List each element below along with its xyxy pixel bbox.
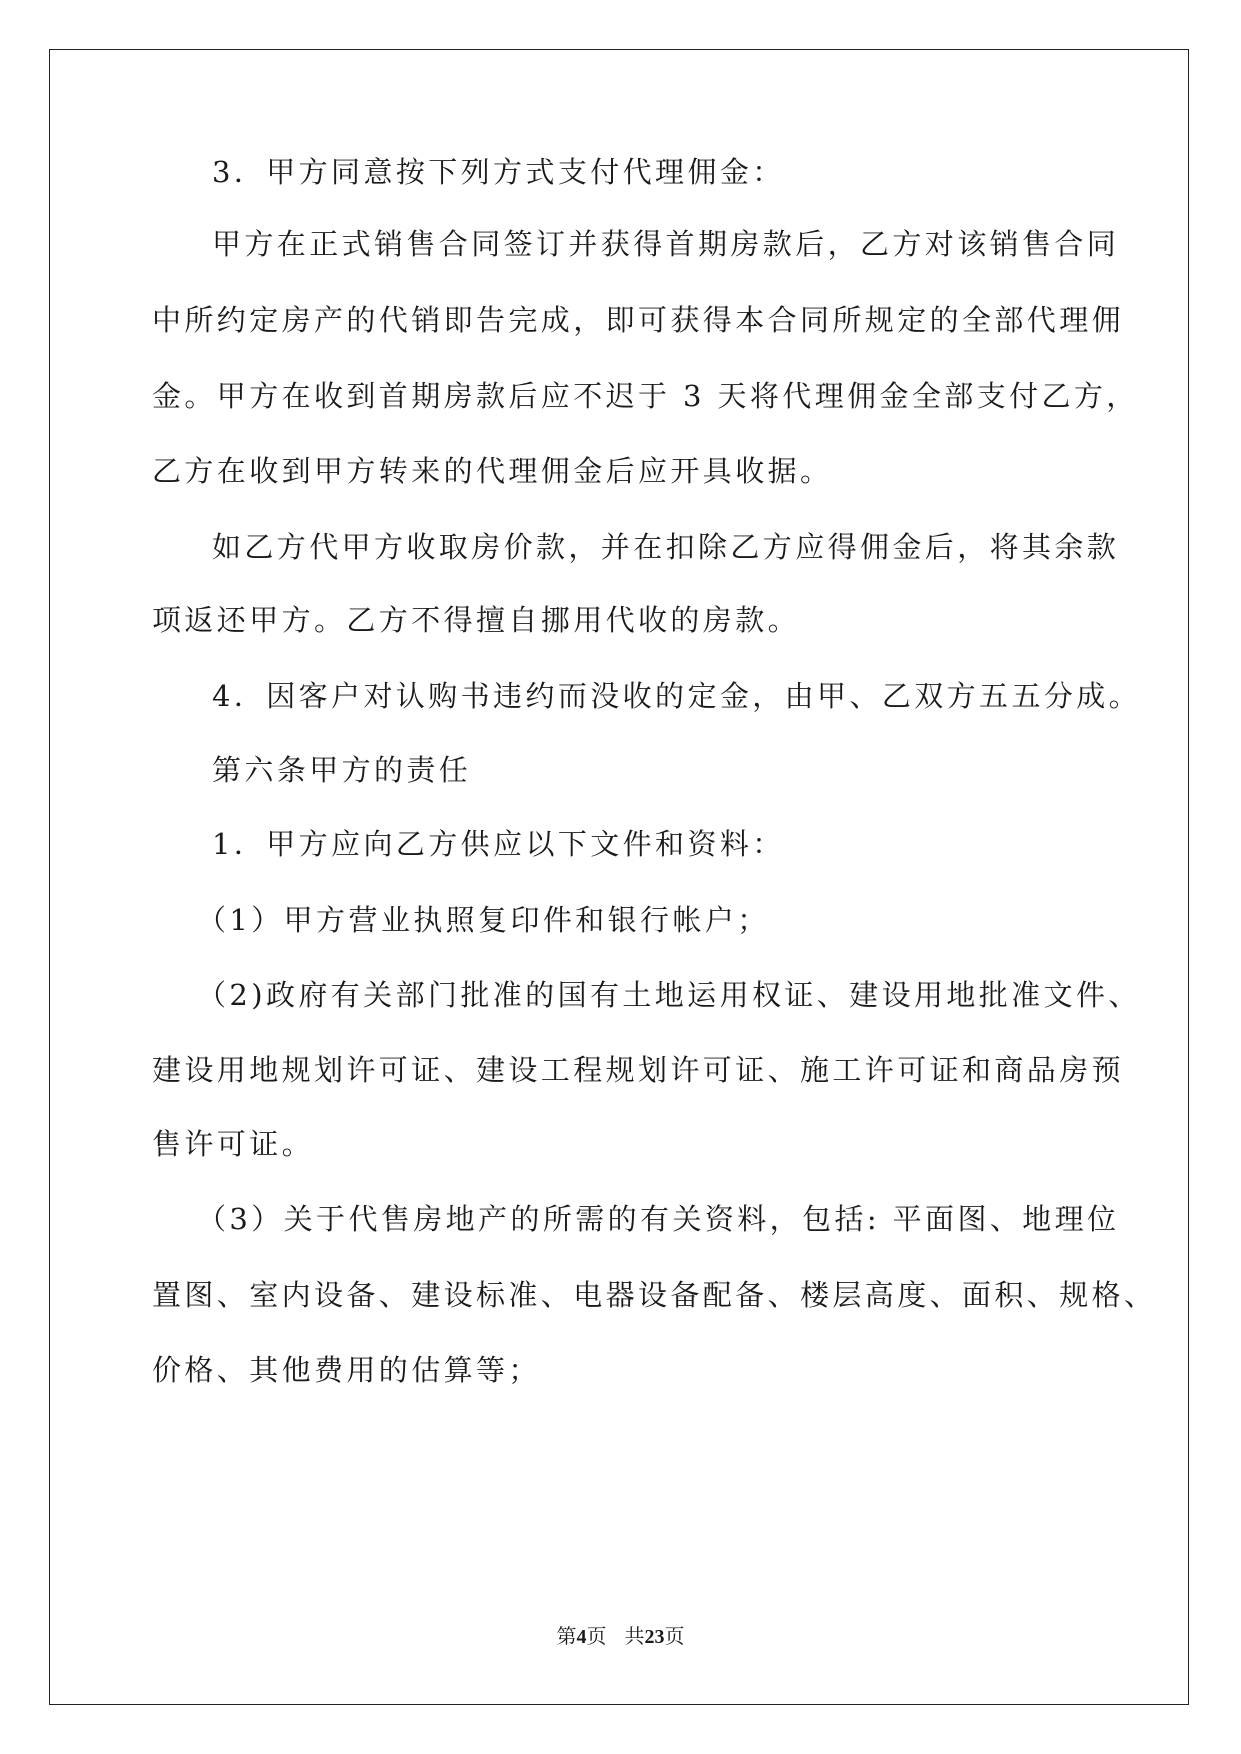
page-suffix: 页 xyxy=(586,1626,607,1648)
paragraph-line: 甲方在正式销售合同签订并获得首期房款后，乙方对该销售合同 xyxy=(212,227,1120,261)
paragraph-line: 建设用地规划许可证、建设工程规划许可证、施工许可证和商品房预 xyxy=(152,1053,1125,1087)
page-number: 4 xyxy=(576,1626,587,1648)
paragraph-line: 项返还甲方。乙方不得擅自挪用代收的房款。 xyxy=(152,603,801,637)
paragraph-line: 价格、其他费用的估算等； xyxy=(152,1353,541,1387)
paragraph-line: 售许可证。 xyxy=(152,1127,315,1161)
paragraph-line: （1）甲方营业执照复印件和银行帐户； xyxy=(197,903,770,937)
paragraph-line: 乙方在收到甲方转来的代理佣金后应开具收据。 xyxy=(152,454,833,488)
paragraph-line: 中所约定房产的代销即告完成，即可获得本合同所规定的全部代理佣 xyxy=(152,303,1125,337)
paragraph-line: 金。甲方在收到首期房款后应不迟于 3 天将代理佣金全部支付乙方， xyxy=(152,379,1139,413)
total-pages: 23 xyxy=(644,1626,665,1648)
paragraph-line: 置图、室内设备、建设标准、电器设备配备、楼层高度、面积、规格、 xyxy=(152,1278,1157,1312)
page-prefix: 第 xyxy=(556,1626,577,1648)
paragraph-line: （2)政府有关部门批准的国有土地运用权证、建设用地批准文件、 xyxy=(197,978,1141,1012)
paragraph-line: 1．甲方应向乙方供应以下文件和资料： xyxy=(212,827,785,861)
paragraph-line: 如乙方代甲方收取房价款，并在扣除乙方应得佣金后，将其余款 xyxy=(212,530,1120,564)
paragraph-line: 3．甲方同意按下列方式支付代理佣金： xyxy=(212,155,785,189)
total-suffix: 页 xyxy=(664,1626,685,1648)
page-border xyxy=(49,49,1189,1705)
paragraph-line: （3）关于代售房地产的所需的有关资料，包括: 平面图、地理位 xyxy=(197,1202,1120,1236)
paragraph-line: 4．因客户对认购书违约而没收的定金，由甲、乙双方五五分成。 xyxy=(212,679,1142,713)
page-footer xyxy=(0,1620,1241,1649)
total-prefix: 共 xyxy=(624,1626,645,1648)
section-heading: 第六条甲方的责任 xyxy=(212,753,472,787)
